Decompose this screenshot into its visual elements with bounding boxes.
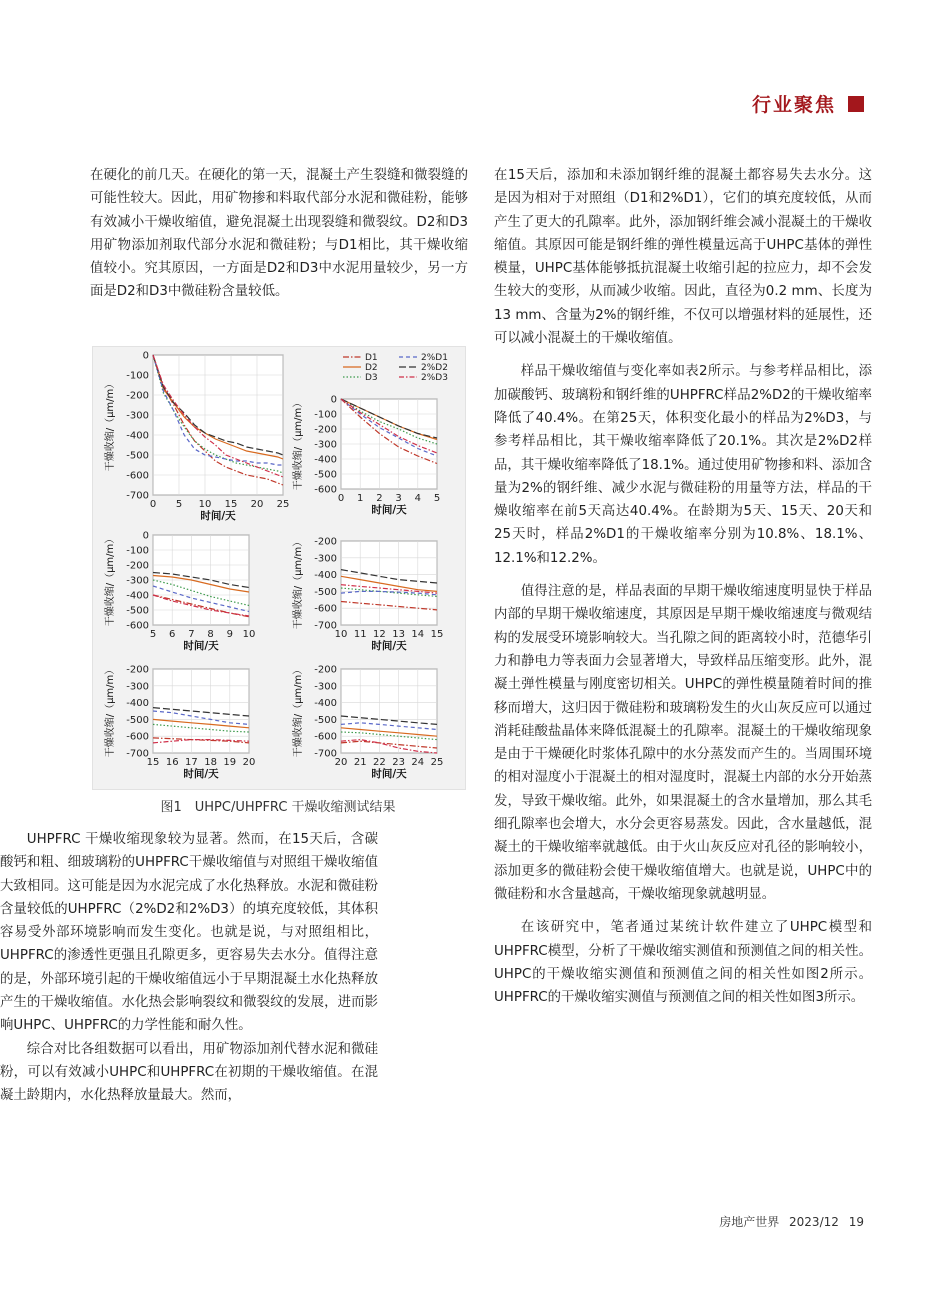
y-tick-label: -500 — [126, 605, 149, 617]
y-tick-label: -400 — [126, 430, 149, 442]
y-axis-label: 干燥收缩/（μm/m） — [293, 664, 304, 758]
figure-caption: 图1 UHPC/UHPFRC 干燥收缩测试结果 — [160, 800, 396, 815]
y-tick-label: -400 — [314, 698, 337, 710]
x-tick-label: 0 — [149, 499, 157, 510]
x-tick-label: 10 — [334, 629, 348, 640]
y-tick-label: -400 — [126, 698, 149, 710]
x-tick-label: 4 — [414, 493, 421, 504]
x-tick-label: 15 — [430, 629, 444, 640]
y-axis-label: 干燥收缩/（μm/m） — [293, 536, 304, 630]
y-tick-label: -500 — [314, 586, 337, 598]
chart-panel — [291, 665, 443, 781]
x-tick-label: 13 — [392, 629, 405, 640]
x-axis-label: 时间/天 — [371, 768, 407, 780]
x-tick-label: 19 — [223, 757, 237, 768]
x-tick-label: 8 — [207, 629, 214, 640]
x-axis-label: 时间/天 — [183, 768, 219, 780]
x-tick-label: 20 — [242, 757, 256, 768]
y-tick-label: -600 — [126, 620, 149, 632]
y-axis-label: 干燥收缩/（μm/m） — [105, 378, 116, 472]
paragraph: 在硬化的前几天。在硬化的第一天，混凝土产生裂缝和微裂缝的可能性较大。因此，用矿物掺和料取代部分水泥和微硅粉，能够有效减小干燥收缩值，避免混凝土出现裂缝和微裂纹。D2和D3用矿物添加剂取代部分水泥和微硅粉；与D1相比，其干燥收缩值较小。究其原因，一方面是D2和D3中水泥用量较少，另一方面是D2和D3中微硅粉含量较低。 — [90, 168, 468, 300]
right-column — [494, 164, 872, 1009]
figure-1-chart — [93, 347, 465, 789]
y-axis-label: 干燥收缩/（μm/m） — [105, 664, 116, 758]
x-tick-label: 3 — [395, 493, 402, 504]
y-tick-label: -300 — [314, 439, 337, 451]
legend-label: 2%D2 — [421, 363, 448, 373]
y-tick-label: -200 — [314, 536, 337, 548]
x-tick-label: 22 — [373, 757, 386, 768]
x-tick-label: 1 — [357, 493, 364, 504]
y-tick-label: -700 — [314, 748, 337, 760]
journal-name: 房地产世界 — [719, 1215, 780, 1229]
x-tick-label: 10 — [242, 629, 256, 640]
page-footer — [713, 1213, 864, 1230]
plot-area — [341, 541, 437, 625]
x-axis-label: 时间/天 — [371, 504, 407, 516]
y-tick-label: -200 — [126, 664, 149, 676]
x-tick-label: 12 — [373, 629, 386, 640]
y-tick-label: -200 — [314, 424, 337, 436]
x-tick-label: 0 — [337, 493, 345, 504]
x-tick-label: 25 — [430, 757, 444, 768]
x-axis-label: 时间/天 — [371, 640, 407, 652]
y-tick-label: -500 — [314, 469, 337, 481]
x-tick-label: 5 — [175, 499, 183, 510]
y-tick-label: -400 — [126, 590, 149, 602]
chart-panel — [103, 351, 289, 523]
y-tick-label: -700 — [126, 490, 149, 502]
y-tick-label: 0 — [142, 350, 149, 362]
x-tick-label: 24 — [411, 757, 425, 768]
y-tick-label: -400 — [314, 570, 337, 582]
paragraph: 在15天后，添加和未添加钢纤维的混凝土都容易失去水分。这是因为相对于对照组（D1和2%D1），它们的填充度较低，从而产生了更大的孔隙率。此外，添加钢纤维会减小混凝土的干燥收缩值。其原因可能是钢纤维的弹性模量远高于UHPC基体的弹性模量，UHPC基体能够抵抗混凝土收缩引起的拉应力，却不会发生较大的变形，从而减少收缩。因此，直径为0.2 mm、长度为13 mm、含量为2%的钢纤维，不仅可以增强材料的延展性，还可以减小混凝土的干燥收缩值。 — [494, 168, 872, 347]
x-tick-label: 23 — [392, 757, 405, 768]
y-tick-label: -600 — [314, 603, 337, 615]
x-tick-label: 6 — [169, 629, 176, 640]
x-tick-label: 2 — [376, 493, 383, 504]
x-tick-label: 9 — [226, 629, 233, 640]
y-tick-label: -300 — [126, 575, 149, 587]
chart-panel — [103, 531, 255, 653]
chart-panel — [291, 395, 440, 517]
figure-1 — [92, 346, 466, 790]
y-tick-label: -300 — [314, 553, 337, 565]
chart-panel — [291, 537, 443, 653]
x-tick-label: 17 — [185, 757, 198, 768]
legend-label: 2%D1 — [421, 353, 448, 363]
y-tick-label: -200 — [314, 664, 337, 676]
y-tick-label: 0 — [142, 530, 149, 542]
page-number: 19 — [848, 1215, 864, 1229]
legend-label: D1 — [365, 353, 378, 363]
legend-label: D3 — [365, 373, 378, 383]
x-tick-label: 5 — [149, 629, 157, 640]
paragraph: UHPFRC 干燥收缩现象较为显著。然而，在15天后，含碳酸钙和粗、细玻璃粉的UHPFRC干燥收缩值与对照组干燥收缩值大致相同。这可能是因为水泥完成了水化热释放。水泥和微硅粉含量较低的UHPFRC（2%D2和2%D3）的填充度较低，其体积容易受外部环境影响而发生变化。也就是说，与对照组相比，UHPFRC的渗透性更强且孔隙更多，更容易失去水分。值得注意的是，外部环境引起的干燥收缩值远小于早期混凝土水化热释放产生的干燥收缩值。水化热会影响裂纹和微裂纹的发展，进而影响UHPC、UHPFRC的力学性能和耐久性。 — [0, 832, 378, 1034]
x-tick-label: 15 — [146, 757, 160, 768]
legend-label: D2 — [365, 363, 378, 373]
y-tick-label: -700 — [314, 620, 337, 632]
x-tick-label: 25 — [276, 499, 290, 510]
section-marker — [848, 96, 864, 112]
left-column — [90, 164, 468, 304]
x-tick-label: 21 — [353, 757, 367, 768]
chart-panel — [103, 665, 255, 781]
y-tick-label: -600 — [314, 731, 337, 743]
issue-date: 2023/12 — [789, 1215, 839, 1229]
y-tick-label: -100 — [314, 409, 337, 421]
section-header — [752, 90, 864, 117]
y-tick-label: -200 — [126, 390, 149, 402]
x-tick-label: 14 — [411, 629, 425, 640]
y-tick-label: -100 — [126, 370, 149, 382]
paragraph: 样品干燥收缩值与变化率如表2所示。与参考样品相比，添加碳酸钙、玻璃粉和钢纤维的UHPFRC样品2%D2的干燥收缩率降低了40.4%。在第25天，体积变化最小的样品为2%D3，与参考样品相比，其干燥收缩率降低了20.1%。其次是2%D2样品，其干燥收缩率降低了18.1%。通过使用矿物掺和料、添加含量为2%的钢纤维、减少水泥与微硅粉的用量等方法，样品的干燥收缩率在前5天高达40.4%。在龄期为5天、15天、20天和25天时，样品2%D1的干燥收缩率分别为10.8%、18.1%、12.1%和12.2%。 — [494, 364, 872, 566]
x-tick-label: 20 — [250, 499, 264, 510]
section-title: 行业聚焦 — [751, 94, 836, 116]
y-tick-label: -300 — [126, 681, 149, 693]
y-tick-label: -600 — [126, 470, 149, 482]
y-tick-label: -700 — [126, 748, 149, 760]
y-axis-label: 干燥收缩/（μm/m） — [105, 533, 116, 627]
x-tick-label: 18 — [204, 757, 217, 768]
y-tick-label: -500 — [126, 714, 149, 726]
y-tick-label: -200 — [126, 560, 149, 572]
y-tick-label: -600 — [126, 731, 149, 743]
y-tick-label: -500 — [126, 450, 149, 462]
y-tick-label: -300 — [126, 410, 149, 422]
x-tick-label: 5 — [433, 493, 441, 504]
x-tick-label: 7 — [188, 629, 195, 640]
x-tick-label: 20 — [334, 757, 348, 768]
x-axis-label: 时间/天 — [183, 640, 219, 652]
y-axis-label: 干燥收缩/（μm/m） — [293, 397, 304, 491]
y-tick-label: -100 — [126, 545, 149, 557]
y-tick-label: 0 — [330, 394, 337, 406]
x-tick-label: 11 — [353, 629, 367, 640]
y-tick-label: -400 — [314, 454, 337, 466]
legend-label: 2%D3 — [421, 373, 448, 383]
y-tick-label: -300 — [314, 681, 337, 693]
left-column-continued — [0, 828, 378, 1108]
x-axis-label: 时间/天 — [200, 510, 236, 522]
paragraph: 值得注意的是，样品表面的早期干燥收缩速度明显快于样品内部的早期干燥收缩速度，其原因是早期干燥收缩速度与微观结构的发展受环境影响较大。当孔隙之间的距离较小时，范德华引力和静电力等表面力会显著增大，导致样品压缩变形。此外，混凝土弹性模量与刚度密切相关。UHPC的弹性模量随着时间的推移而增大，这归因于微硅粉和玻璃粉发生的火山灰反应可以通过消耗硅酸盐晶体来降低混凝土的孔隙率。混凝土的干燥收缩现象是由于干燥硬化时浆体孔隙中的水分蒸发而产生的。当周围环境的相对湿度小于混凝土的相对湿度时，混凝土内部的水分开始蒸发，导致干燥收缩。此外，如果混凝土的含水量增加，那么其毛细孔隙率也会增大，水分会更容易蒸发。因此，含水量越低，混凝土的干燥收缩率就越低。由于火山灰反应对孔径的影响较小，添加更多的微硅粉会使干燥收缩值增大。也就是说，UHPC中的微硅粉和水含量越高，干燥收缩现象就越明显。 — [494, 584, 872, 902]
x-tick-label: 15 — [224, 499, 238, 510]
y-tick-label: -600 — [314, 484, 337, 496]
paragraph: 综合对比各组数据可以看出，用矿物添加剂代替水泥和微硅粉，可以有效减小UHPC和UHPFRC在初期的干燥收缩值。在混凝土龄期内，水化热释放量最大。然而， — [0, 1041, 378, 1104]
paragraph: 在该研究中，笔者通过某统计软件建立了UHPC模型和UHPFRC模型，分析了干燥收缩实测值和预测值之间的相关性。UHPC的干燥收缩实测值和预测值之间的相关性如图2所示。UHPFRC的干燥收缩实测值与预测值之间的相关性如图3所示。 — [494, 920, 872, 1006]
x-tick-label: 10 — [198, 499, 212, 510]
x-tick-label: 16 — [165, 757, 179, 768]
plot-area — [153, 355, 283, 495]
chart-legend — [343, 353, 448, 383]
y-tick-label: -500 — [314, 714, 337, 726]
